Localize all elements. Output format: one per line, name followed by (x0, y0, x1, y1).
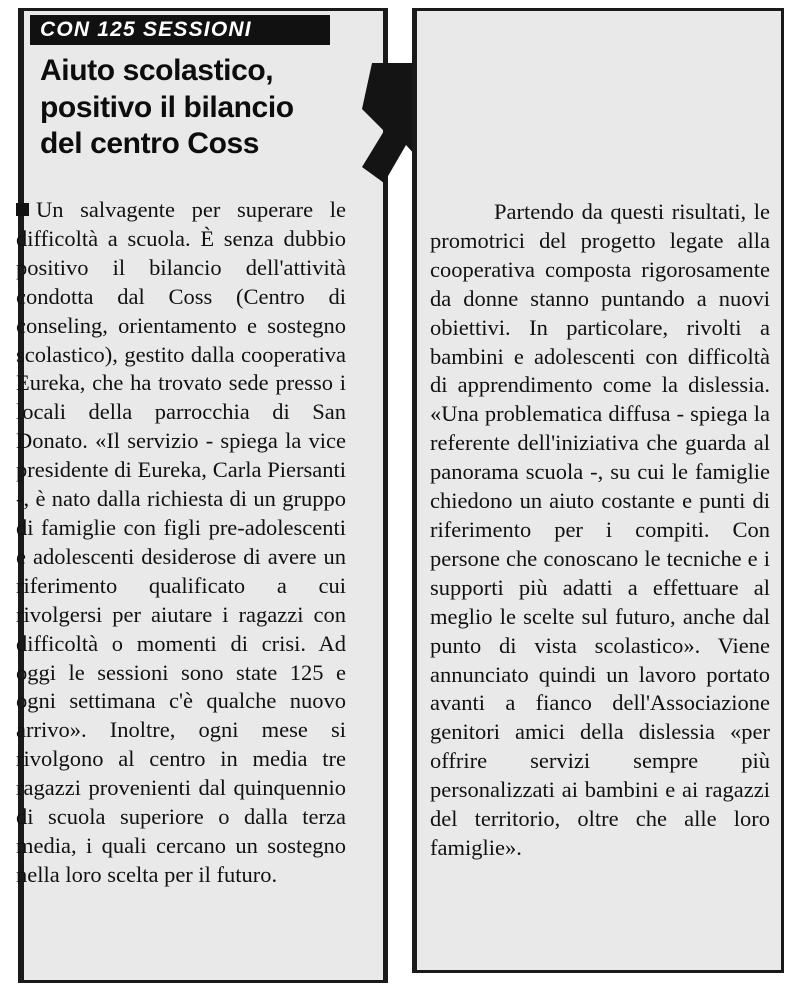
headline-line-2: positivo il bilancio (40, 90, 294, 124)
article-body-right-text: Partendo da questi risultati, le promotrici del progetto legate alla cooperativa composta rigorosamente da donne stanno puntando a nuovi obiettivi. In particolare, rivolti a bambini e adolescenti con difficoltà di apprendimento come la dislessia. «Una problematica diffusa - spiega la referente dell'iniziativa che guarda al panorama scuola -, su cui le famiglie chiedono un aiuto costante e punti di riferimento per i compiti. Con persone che conoscano le tecniche e i supporti più adatti a effettuare al meglio le scelte sul futuro, anche dal punto di vista scolastico». Viene annunciato quindi un lavoro portato avanti a fianco dell'Associazione genitori amici della dislessia «per offrire servizi sempre più personalizzati ai bambini e ai ragazzi del territorio, oltre che alle loro famiglie». (430, 199, 770, 860)
headline-line-1: Aiuto scolastico, (40, 54, 274, 87)
article-body-left (16, 196, 346, 890)
article-body-right (430, 198, 770, 863)
article-body-left-text: Un salvagente per superare le difficoltà a scuola. È senza dubbio positivo il bilancio dell'attività condotta dal Coss (Centro di conseling, orientamento e sostegno scolastico), gestito dalla cooperativa Eureka, che ha trovato sede presso i locali della parrocchia di San Donato. «Il servizio - spiega la vice presidente di Eureka, Carla Piersanti -, è nato dalla richiesta di un gruppo di famiglie con figli pre-adolescenti e adolescenti desiderose di avere un riferimento qualificato a cui rivolgersi per aiutare i ragazzi con difficoltà o momenti di crisi. Ad oggi le sessioni sono state 125 e ogni settimana c'è qualche nuovo arrivo». Inoltre, ogni mese si rivolgono al centro in media tre ragazzi provenienti dal quinquennio di scuola superiore o dalla terza media, i quali cercano un sostegno nella loro scelta per il futuro. (16, 197, 346, 887)
headline-line-3: del centro Coss (40, 127, 260, 161)
bullet-square-icon (16, 203, 29, 216)
kicker-text: CON 125 SESSIONI (40, 18, 252, 41)
page-title (40, 53, 370, 163)
